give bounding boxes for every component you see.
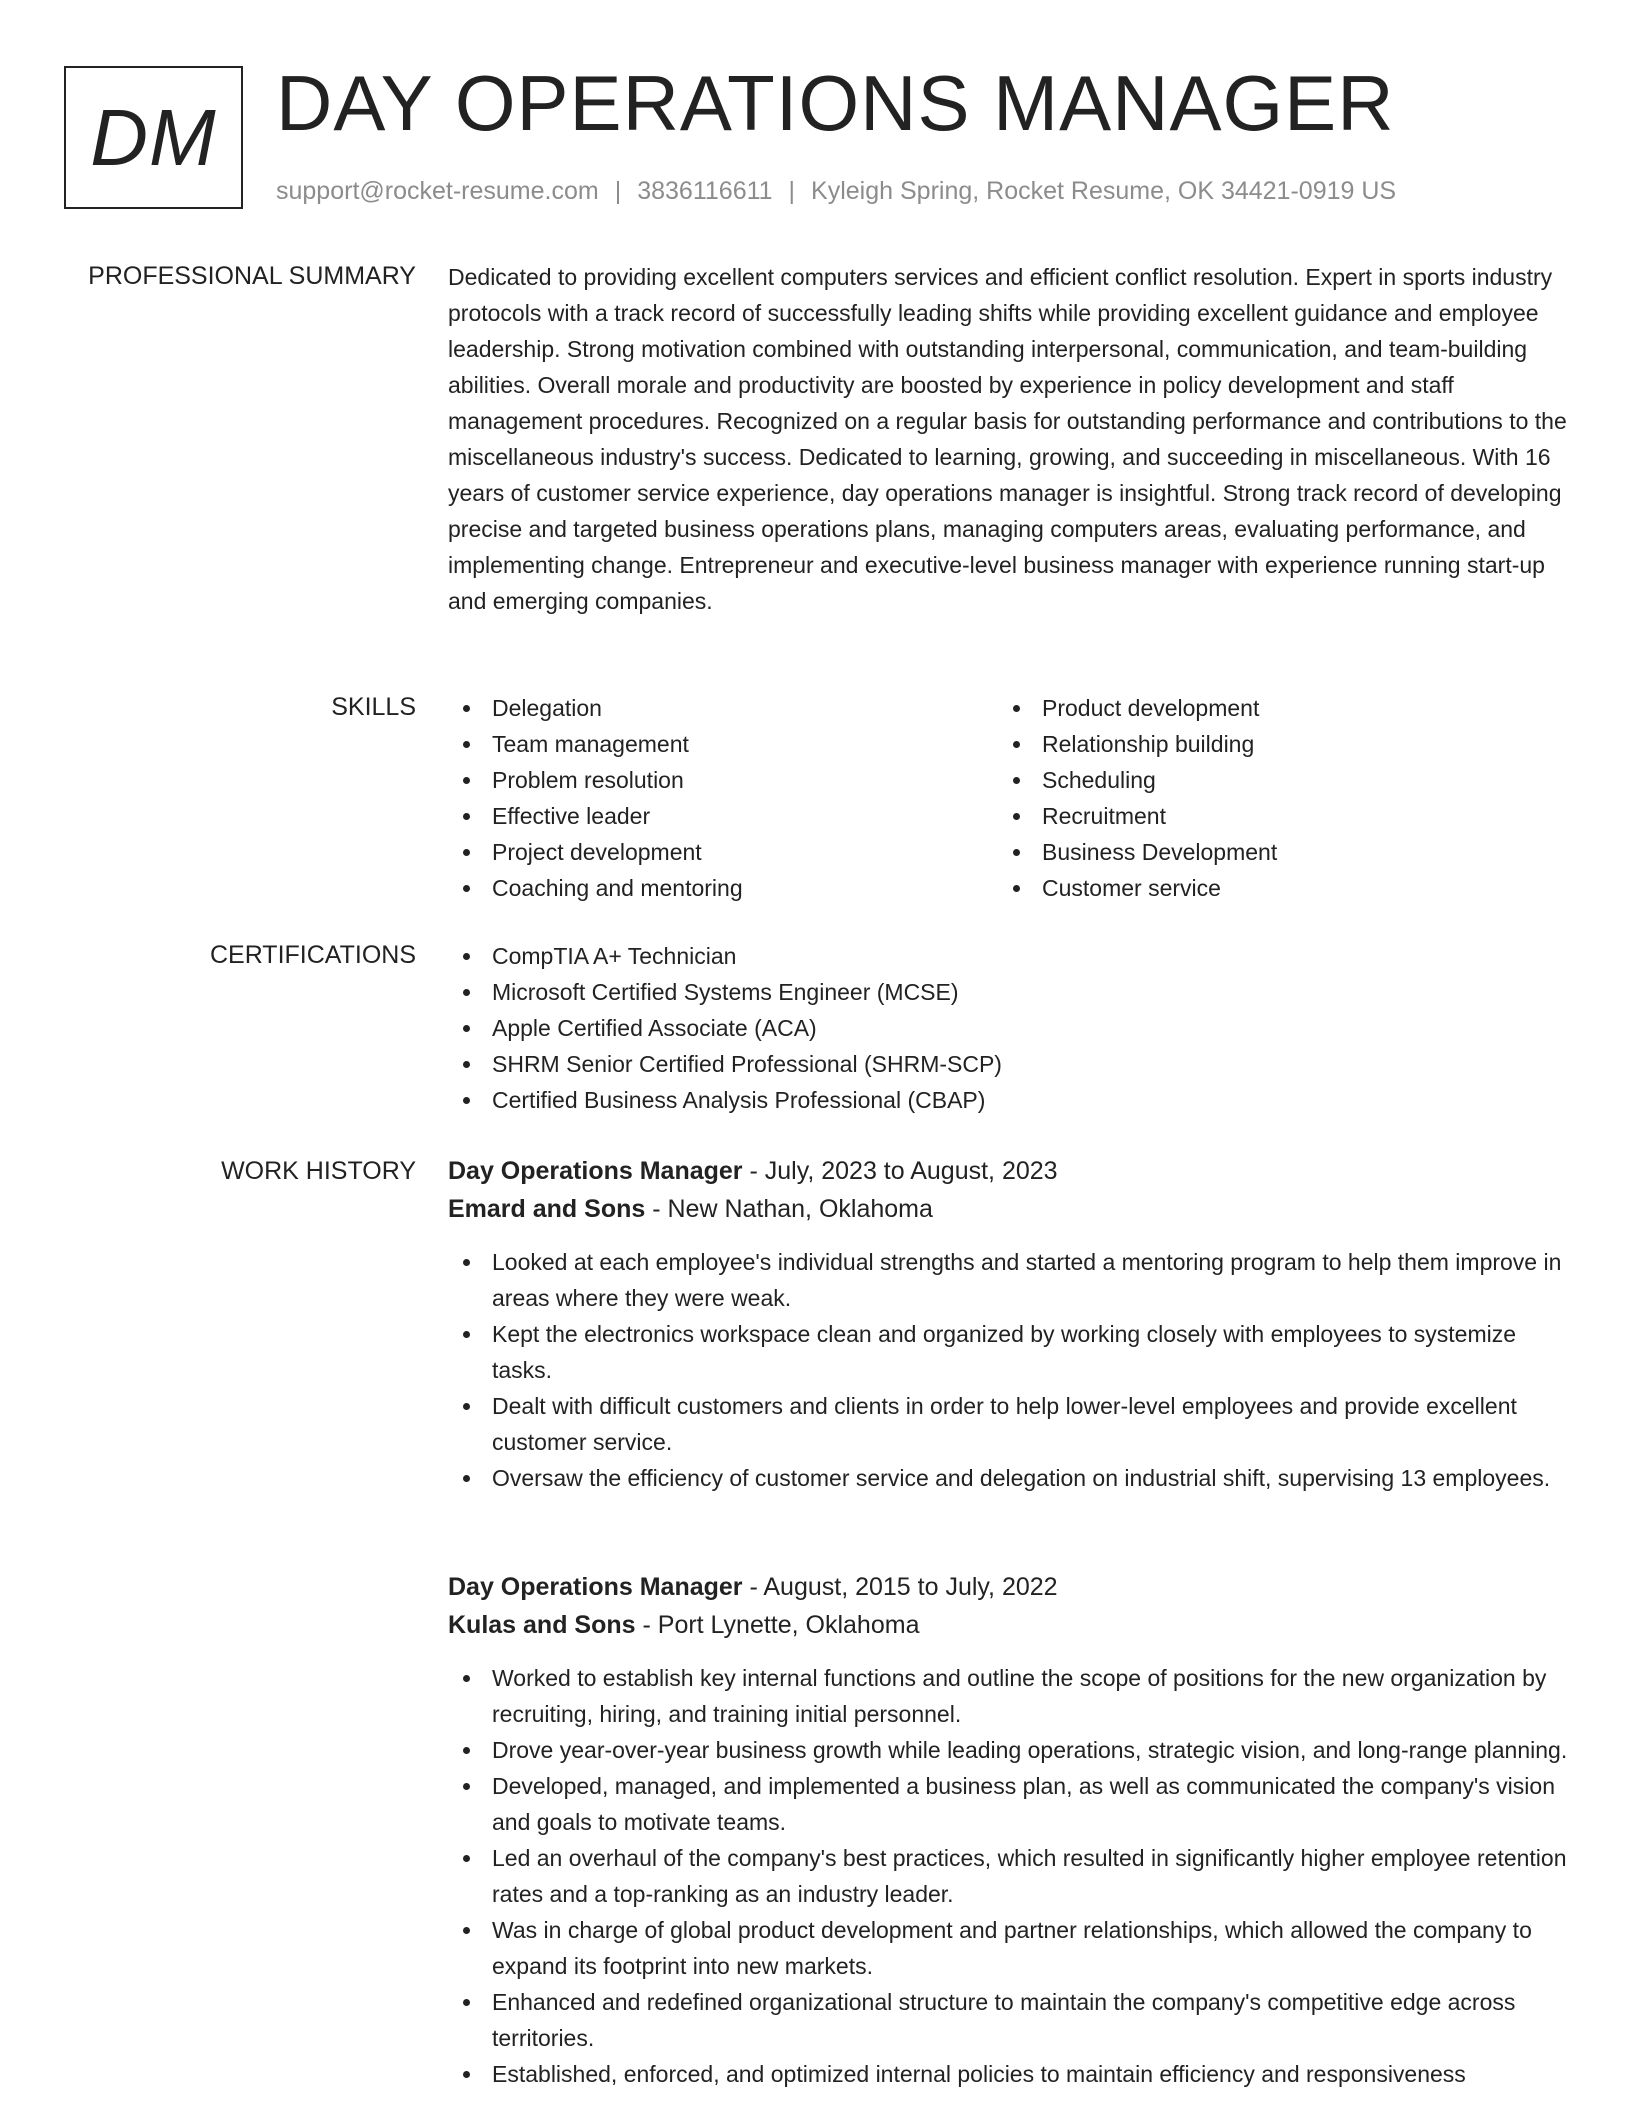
skills-list-right <box>998 690 1518 906</box>
skill-item: Product development <box>998 690 1518 726</box>
contact-separator: | <box>614 177 622 205</box>
skill-item: Customer service <box>998 870 1518 906</box>
job-dates: - July, 2023 to August, 2023 <box>742 1157 1058 1185</box>
job-location: - Port Lynette, Oklahoma <box>635 1611 920 1639</box>
section-label-skills: SKILLS <box>331 693 416 721</box>
job-duties-list <box>448 1660 1570 2092</box>
skill-item: Problem resolution <box>448 762 968 798</box>
job-duty-item: Dealt with difficult customers and clients in order to help lower-level employees and provide excellent customer service. <box>448 1388 1570 1460</box>
skills-list-left <box>448 690 968 906</box>
skill-item: Recruitment <box>998 798 1518 834</box>
job-location: - New Nathan, Oklahoma <box>645 1195 933 1223</box>
job-entry <box>448 1152 1570 1496</box>
job-company-line <box>448 1190 1570 1228</box>
skill-item: Coaching and mentoring <box>448 870 968 906</box>
job-company-line <box>448 1606 1570 1644</box>
certification-item: Microsoft Certified Systems Engineer (MCSE) <box>448 974 1570 1010</box>
certification-item: CompTIA A+ Technician <box>448 938 1570 974</box>
contact-phone[interactable]: 3836116611 <box>637 177 773 205</box>
skill-item: Project development <box>448 834 968 870</box>
job-duty-item: Enhanced and redefined organizational structure to maintain the company's competitive edge across territories. <box>448 1984 1570 2056</box>
job-title: Day Operations Manager <box>448 1573 743 1601</box>
skill-item: Team management <box>448 726 968 762</box>
job-title-line <box>448 1568 1570 1606</box>
job-duty-item: Kept the electronics workspace clean and organized by working closely with employees to systemize tasks. <box>448 1316 1570 1388</box>
contact-email[interactable]: support@rocket-resume.com <box>276 177 599 205</box>
skill-item: Scheduling <box>998 762 1518 798</box>
job-duty-item: Was in charge of global product development and partner relationships, which allowed the company to expand its footprint into new markets. <box>448 1912 1570 1984</box>
skill-item: Delegation <box>448 690 968 726</box>
certifications-list <box>448 938 1570 1118</box>
contact-address: Kyleigh Spring, Rocket Resume, OK 34421-0919 US <box>811 177 1397 205</box>
contact-line <box>276 174 1396 208</box>
job-duty-item: Developed, managed, and implemented a business plan, as well as communicated the company's vision and goals to motivate teams. <box>448 1768 1570 1840</box>
contact-separator: | <box>788 177 796 205</box>
certification-item: SHRM Senior Certified Professional (SHRM-SCP) <box>448 1046 1570 1082</box>
job-company: Kulas and Sons <box>448 1611 636 1639</box>
skill-item: Effective leader <box>448 798 968 834</box>
certification-item: Certified Business Analysis Professional (CBAP) <box>448 1082 1570 1118</box>
job-entry <box>448 1568 1570 2092</box>
resume-title: DAY OPERATIONS MANAGER <box>276 59 1395 147</box>
job-title-line <box>448 1152 1570 1190</box>
skills-section <box>448 690 1570 906</box>
section-label-summary: PROFESSIONAL SUMMARY <box>88 262 416 290</box>
job-title: Day Operations Manager <box>448 1157 743 1185</box>
skill-item: Business Development <box>998 834 1518 870</box>
job-duty-item: Established, enforced, and optimized internal policies to maintain efficiency and responsiveness <box>448 2056 1570 2092</box>
job-company: Emard and Sons <box>448 1195 646 1223</box>
job-duty-item: Led an overhaul of the company's best practices, which resulted in significantly higher employee retention rates and a top-ranking as an industry leader. <box>448 1840 1570 1912</box>
summary-text: Dedicated to providing excellent computers services and efficient conflict resolution. Expert in sports industry protocols with a track record of successfully leading shifts while providing excellent guidance and employee leadership. Strong motivation combined with outstanding interpersonal, communication, and team-building abilities. Overall morale and productivity are boosted by experience in policy development and staff management procedures. Recognized on a regular basis for outstanding performance and contributions to the miscellaneous industry's success. Dedicated to learning, growing, and succeeding in miscellaneous. With 16 years of customer service experience, day operations manager is insightful. Strong track record of developing precise and targeted business operations plans, managing computers areas, evaluating performance, and implementing change. Entrepreneur and executive-level business manager with experience running start-up and emerging companies. <box>448 264 1567 614</box>
job-duties-list <box>448 1244 1570 1496</box>
job-duty-item: Worked to establish key internal functions and outline the scope of positions for the new organization by recruiting, hiring, and training initial personnel. <box>448 1660 1570 1732</box>
job-duty-item: Oversaw the efficiency of customer service and delegation on industrial shift, supervising 13 employees. <box>448 1460 1570 1496</box>
certification-item: Apple Certified Associate (ACA) <box>448 1010 1570 1046</box>
certifications-section <box>448 938 1570 1118</box>
skill-item: Relationship building <box>998 726 1518 762</box>
job-duty-item: Drove year-over-year business growth while leading operations, strategic vision, and long-range planning. <box>448 1732 1570 1768</box>
job-dates: - August, 2015 to July, 2022 <box>742 1573 1058 1601</box>
section-label-work-history: WORK HISTORY <box>221 1157 416 1185</box>
monogram-logo: DM <box>64 66 243 209</box>
section-label-certifications: CERTIFICATIONS <box>209 941 416 969</box>
job-duty-item: Looked at each employee's individual strengths and started a mentoring program to help them improve in areas where they were weak. <box>448 1244 1570 1316</box>
